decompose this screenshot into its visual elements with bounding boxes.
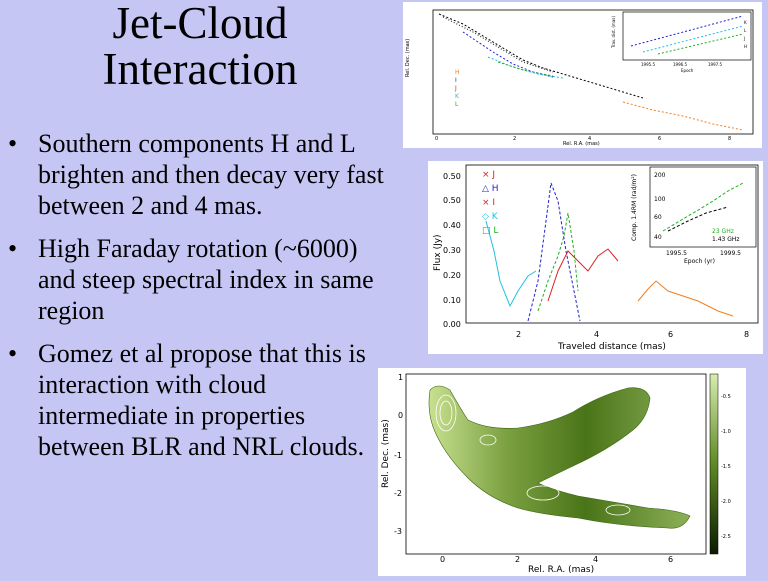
flux-legend-symbol: □ (482, 226, 491, 236)
flux-series-orange (638, 281, 733, 316)
traj-xtick: 8 (728, 136, 732, 142)
svg-text:△ H (482, 184, 499, 194)
map-ytick: 0 (398, 411, 404, 420)
bullet-text: High Faraday rotation (~6000) and steep spectral index in same region (38, 234, 374, 325)
flux-legend-name: I (492, 198, 496, 208)
traj-inset-rtick: H (744, 44, 748, 49)
bullet-dot: • (8, 234, 18, 263)
traj-inset-rtick: K (744, 20, 747, 25)
flux-legend-symbol: × (482, 198, 490, 208)
flux-ytick: 0.50 (443, 196, 461, 205)
map-ytick: -3 (394, 527, 402, 536)
traj-inset-rtick: J (744, 36, 746, 41)
flux-legend-symbol: △ (482, 184, 489, 194)
traj-inset-ylabel: Trav. dist. (mas) (611, 16, 616, 48)
flux-xtick: 8 (744, 330, 750, 339)
flux-legend-symbol: × (482, 170, 490, 180)
colorbar-tick: -0.5 (721, 394, 731, 400)
flux-ytick: 0.00 (443, 320, 461, 329)
title-line-2: Interaction (102, 44, 298, 94)
map-ytick: -2 (394, 489, 402, 498)
flux-xlabel: Traveled distance (mas) (558, 342, 666, 352)
map-ytick: 1 (398, 373, 404, 382)
bullet-text: Gomez et al propose that this is interaction with cloud intermediate in properties between BLR and NRL clouds. (38, 339, 366, 461)
bullet-item (8, 338, 393, 462)
flux-ytick: 0.50 (443, 172, 461, 181)
flux-figure (428, 161, 763, 354)
colorbar-tick: -1.0 (721, 429, 731, 435)
bullet-dot: • (8, 339, 18, 368)
traj-legend-item: H (455, 69, 460, 76)
flux-inset-xtick: 1995.5 (666, 250, 687, 257)
flux-ylabel: Flux (Jy) (433, 234, 443, 271)
traj-legend-item: I (455, 77, 457, 84)
bullet-dot: • (8, 129, 18, 158)
flux-inset-ytick: 200 (654, 172, 666, 179)
flux-ytick: 0.20 (443, 271, 461, 280)
map-xtick: 6 (668, 555, 674, 564)
traj-series-blue (463, 32, 553, 77)
bullet-list (8, 128, 393, 474)
flux-legend-name: H (491, 184, 499, 194)
bullet-item (8, 128, 393, 221)
svg-text:◇ K (482, 212, 499, 222)
traj-xlabel: Rel. R.A. (mas) (563, 141, 600, 147)
traj-legend-item: K (455, 93, 459, 100)
map-xtick: 2 (515, 555, 521, 564)
flux-ytick: 0.10 (443, 296, 461, 305)
traj-series-orange (623, 102, 743, 130)
flux-series-ij (548, 249, 618, 301)
svg-text:□ L (482, 226, 498, 236)
svg-text:× I (482, 198, 495, 208)
traj-legend (454, 69, 460, 108)
traj-inset (611, 12, 751, 73)
map-ylabel: Rel. Dec. (mas) (381, 419, 391, 488)
flux-legend-name: K (491, 212, 498, 222)
flux-legend-name: J (492, 170, 496, 180)
jet-map-figure (378, 368, 746, 576)
flux-legend-name: L (493, 226, 499, 236)
bullet-item (8, 233, 393, 326)
flux-inset-ytick: 60 (654, 214, 662, 221)
traj-inset-xtick: 1995.5 (641, 62, 655, 67)
map-xlabel: Rel. R.A. (mas) (528, 565, 595, 575)
map-xtick: 0 (440, 555, 446, 564)
colorbar (710, 374, 718, 554)
traj-xtick: 6 (658, 136, 662, 142)
colorbar-tick: -2.5 (721, 534, 731, 540)
flux-inset-label: 23 GHz (712, 228, 734, 235)
flux-xtick: 2 (516, 330, 522, 339)
trajectory-figure (403, 2, 762, 148)
traj-ylabel: Rel. Dec. (mas) (405, 38, 411, 77)
svg-text:× J (482, 170, 495, 180)
colorbar-tick: -1.5 (721, 464, 731, 470)
flux-ytick: 0.40 (443, 221, 461, 230)
traj-xtick: 2 (513, 136, 517, 142)
flux-series-l (538, 213, 578, 311)
title-line-1: Jet-Cloud (112, 0, 288, 48)
traj-inset-rtick: L (744, 28, 747, 33)
flux-legend-symbol: ◇ (482, 212, 489, 222)
traj-inset-xtick: 1997.5 (708, 62, 722, 67)
flux-inset (631, 167, 756, 265)
flux-inset-ylabel: Comp. 1.4RM (rad/m²) (631, 173, 638, 241)
flux-inset-xtick: 1999.5 (720, 250, 741, 257)
traj-xtick: 0 (435, 136, 439, 142)
flux-inset-label: 1.43 GHz (712, 236, 740, 243)
colorbar-tick: -2.0 (721, 499, 731, 505)
flux-series-h (528, 183, 580, 321)
map-ytick: -1 (394, 451, 402, 460)
slide-title (60, 0, 340, 92)
traj-inset-xlabel: Epoch (681, 68, 694, 73)
traj-legend-item: L (455, 101, 459, 108)
flux-inset-xlabel: Epoch (yr) (684, 258, 715, 265)
flux-legend (482, 170, 499, 236)
traj-legend-item: J (455, 85, 457, 92)
map-xtick: 4 (593, 555, 599, 564)
traj-series-cyan (488, 57, 563, 78)
traj-xtick: 4 (588, 136, 592, 142)
bullet-text: Southern components H and L brighten and then decay very fast between 2 and 4 mas. (38, 129, 384, 220)
traj-inset-xtick: 1996.5 (673, 62, 687, 67)
flux-inset-ytick: 100 (654, 196, 666, 203)
flux-xtick: 6 (668, 330, 674, 339)
flux-xtick: 4 (594, 330, 600, 339)
flux-inset-ytick: 40 (654, 234, 662, 241)
flux-ytick: 0.30 (443, 246, 461, 255)
